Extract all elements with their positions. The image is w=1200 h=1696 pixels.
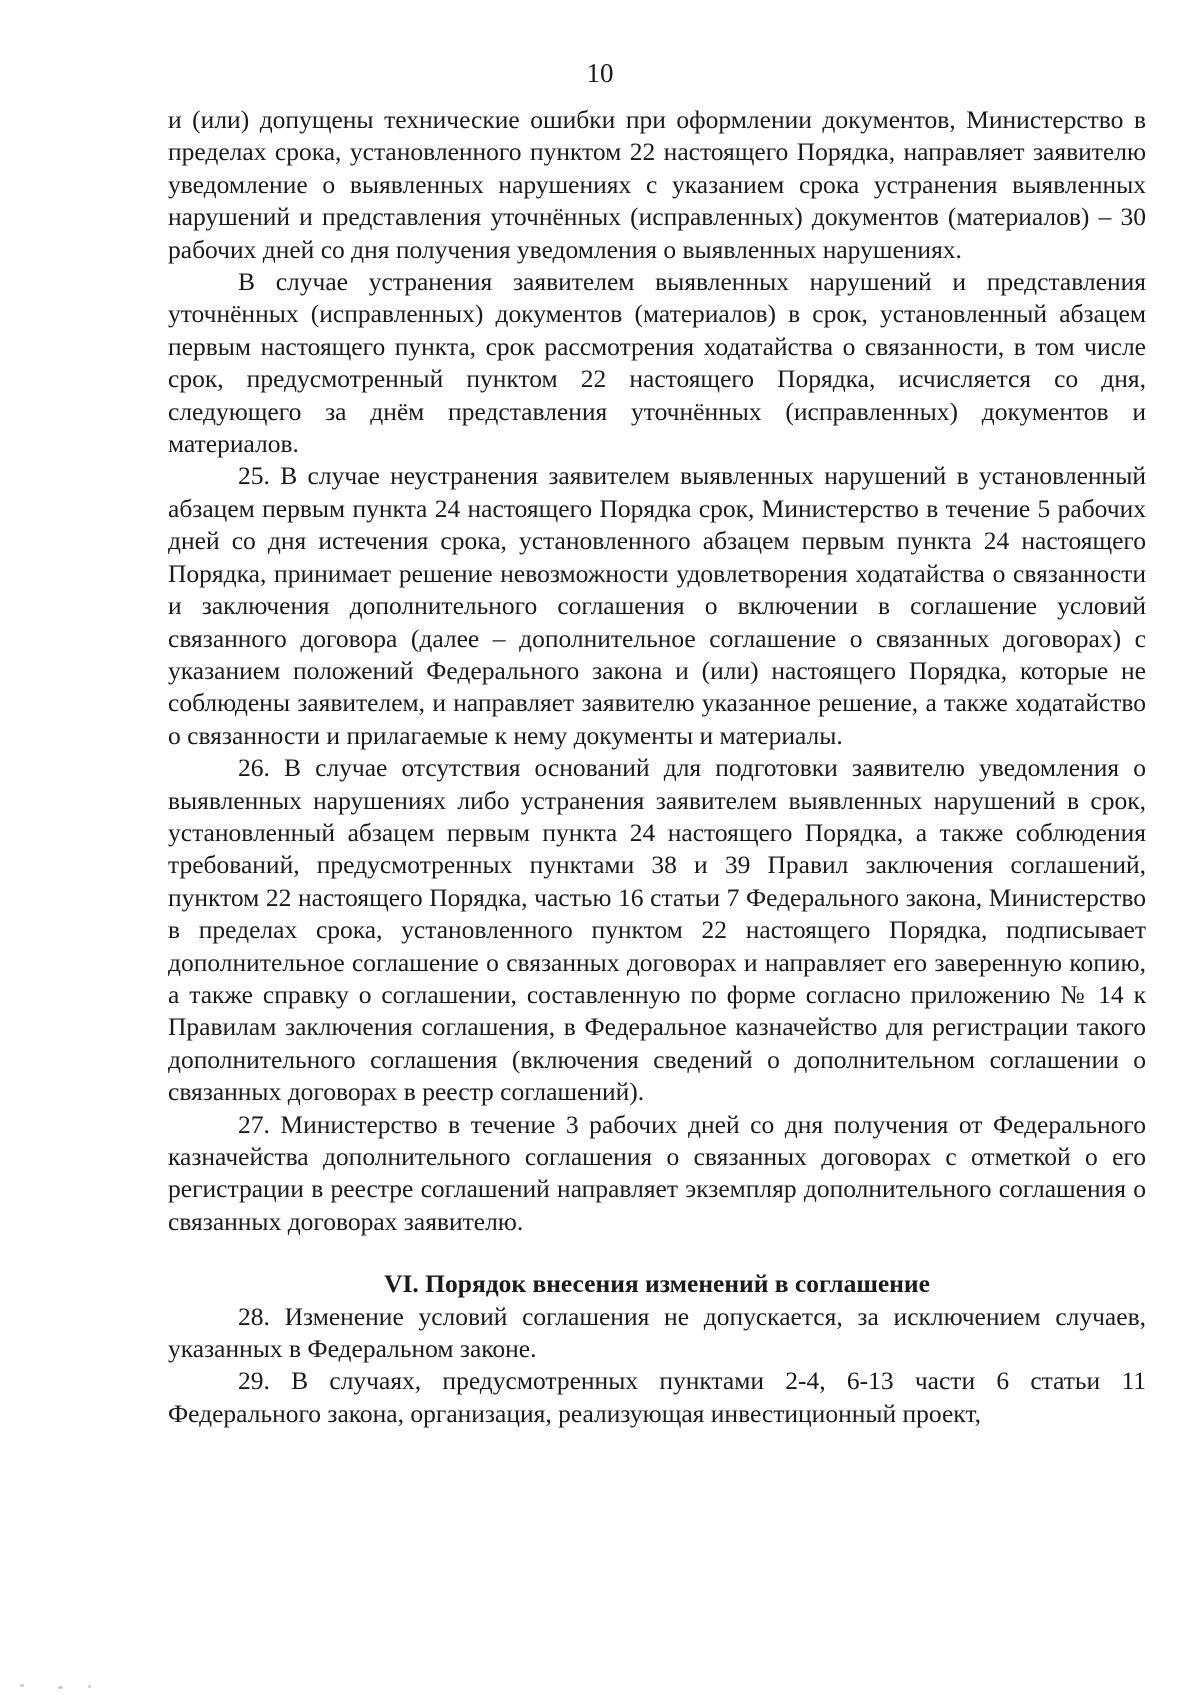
paragraph-item-27: 27. Министерство в течение 3 рабочих дней со дня получения от Федерального казначейства дополнительного соглашения о связанных договорах с отметкой о его регистрации в реестре соглашений направляет экземпляр дополнительного соглашения о связанных договорах заявителю.	[168, 1109, 1146, 1236]
page-number: 10	[586, 58, 614, 88]
paragraph-violations-remedied: В случае устранения заявителем выявленных нарушений и представления уточнённых (исправленных) документов (материалов) в срок, установленный абзацем первым настоящего пункта, срок рассмотрения ходатайства о связанности, в том числе срок, предусмотренный пунктом 22 настоящего Порядка, исчисляется со дня, следующего за днём представления уточнённых (исправленных) документов и материалов.	[168, 267, 1146, 459]
paragraph-item-28: 28. Изменение условий соглашения не допускается, за исключением случаев, указанных в Федеральном законе.	[168, 1301, 1146, 1364]
document-body	[168, 104, 1146, 1430]
scan-speck	[58, 1686, 63, 1689]
section-heading: VI. Порядок внесения изменений в соглашение	[384, 1269, 930, 1299]
scan-speck	[20, 1684, 24, 1687]
paragraph-item-26: 26. В случае отсутствия оснований для подготовки заявителю уведомления о выявленных нарушениях либо устранения заявителем выявленных нарушений в срок, установленный абзацем первым пункта 24 настоящего Порядка, а также соблюдения требований, предусмотренных пунктами 38 и 39 Правил заключения соглашений, пунктом 22 настоящего Порядка, частью 16 статьи 7 Федерального закона, Министерство в пределах срока, установленного пунктом 22 настоящего Порядка, подписывает дополнительное соглашение о связанных договорах и направляет его заверенную копию, а также справку о соглашении, составленную по форме согласно приложению № 14 к Правилам заключения соглашения, в Федеральное казначейство для регистрации такого дополнительного соглашения (включения сведений о дополнительном соглашении о связанных договорах в реестр соглашений).	[168, 753, 1146, 1107]
paragraph-item-25: 25. В случае неустранения заявителем выявленных нарушений в установленный абзацем первым пункта 24 настоящего Порядка срок, Министерство в течение 5 рабочих дней со дня истечения срока, установленного абзацем первым пункта 24 настоящего Порядка, принимает решение невозможности удовлетворения ходатайства о связанности и заключения дополнительного соглашения о включении в соглашение условий связанного договора (далее – дополнительное соглашение о связанных договорах) с указанием положений Федерального закона и (или) настоящего Порядка, которые не соблюдены заявителем, и направляет заявителю указанное решение, а также ходатайство о связанности и прилагаемые к нему документы и материалы.	[168, 461, 1146, 750]
scan-speck	[88, 1685, 91, 1688]
paragraph-item-29: 29. В случаях, предусмотренных пунктами 2-4, 6-13 части 6 статьи 11 Федерального закона, организация, реализующая инвестиционный проект,	[168, 1366, 1146, 1428]
paragraph-continuation: и (или) допущены технические ошибки при оформлении документов, Министерство в пределах срока, установленного пунктом 22 настоящего Порядка, направляет заявителю уведомление о выявленных нарушениях с указанием срока устранения выявленных нарушений и представления уточнённых (исправленных) документов (материалов) – 30 рабочих дней со дня получения уведомления о выявленных нарушениях.	[168, 105, 1146, 264]
